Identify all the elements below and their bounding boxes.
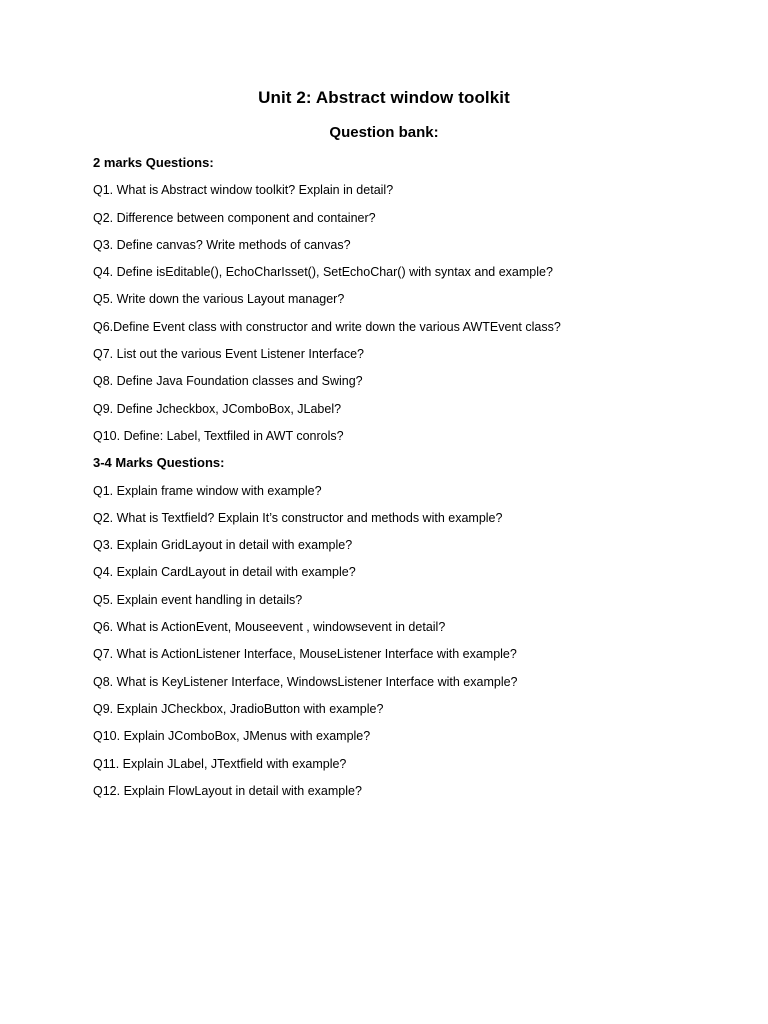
question-item: Q3. Explain GridLayout in detail with example? [93, 538, 353, 553]
question-list [93, 482, 733, 810]
question-item: Q5. Write down the various Layout manager? [93, 292, 345, 307]
section-heading: 3-4 Marks Questions: [93, 455, 225, 471]
question-item: Q10. Define: Label, Textfiled in AWT conrols? [93, 428, 344, 443]
question-item: Q6.Define Event class with constructor and write down the various AWTEvent class? [93, 319, 561, 334]
section-3-4-marks [93, 454, 733, 809]
question-item: Q8. What is KeyListener Interface, WindowsListener Interface with example? [93, 674, 518, 689]
question-item: Q8. Define Java Foundation classes and Swing? [93, 374, 363, 389]
question-content [93, 154, 733, 809]
question-item: Q11. Explain JLabel, JTextfield with example? [93, 756, 347, 771]
page-title: Unit 2: Abstract window toolkit [258, 88, 510, 107]
question-item: Q4. Define isEditable(), EchoCharIsset(), SetEchoChar() with syntax and example? [93, 265, 553, 280]
section-heading: 2 marks Questions: [93, 155, 214, 170]
question-item: Q12. Explain FlowLayout in detail with example? [93, 783, 362, 798]
question-item: Q9. Explain JCheckbox, JradioButton with example? [93, 701, 384, 716]
question-item: Q9. Define Jcheckbox, JComboBox, JLabel? [93, 401, 342, 416]
question-item: Q5. Explain event handling in details? [93, 592, 303, 607]
question-item: Q3. Define canvas? Write methods of canvas? [93, 237, 351, 252]
question-item: Q1. Explain frame window with example? [93, 483, 322, 498]
question-item: Q2. What is Textfield? Explain It’s constructor and methods with example? [93, 510, 503, 525]
question-item: Q2. Difference between component and container? [93, 210, 376, 225]
question-item: Q4. Explain CardLayout in detail with example? [93, 565, 356, 580]
question-item: Q10. Explain JComboBox, JMenus with example? [93, 729, 371, 744]
question-item: Q6. What is ActionEvent, Mouseevent , windowsevent in detail? [93, 620, 446, 635]
section-2-marks [93, 154, 733, 454]
page-subtitle: Question bank: [329, 124, 439, 141]
question-item: Q1. What is Abstract window toolkit? Explain in detail? [93, 183, 394, 198]
question-list [93, 181, 733, 454]
question-item: Q7. List out the various Event Listener Interface? [93, 347, 364, 362]
question-item: Q7. What is ActionListener Interface, MouseListener Interface with example? [93, 647, 517, 662]
